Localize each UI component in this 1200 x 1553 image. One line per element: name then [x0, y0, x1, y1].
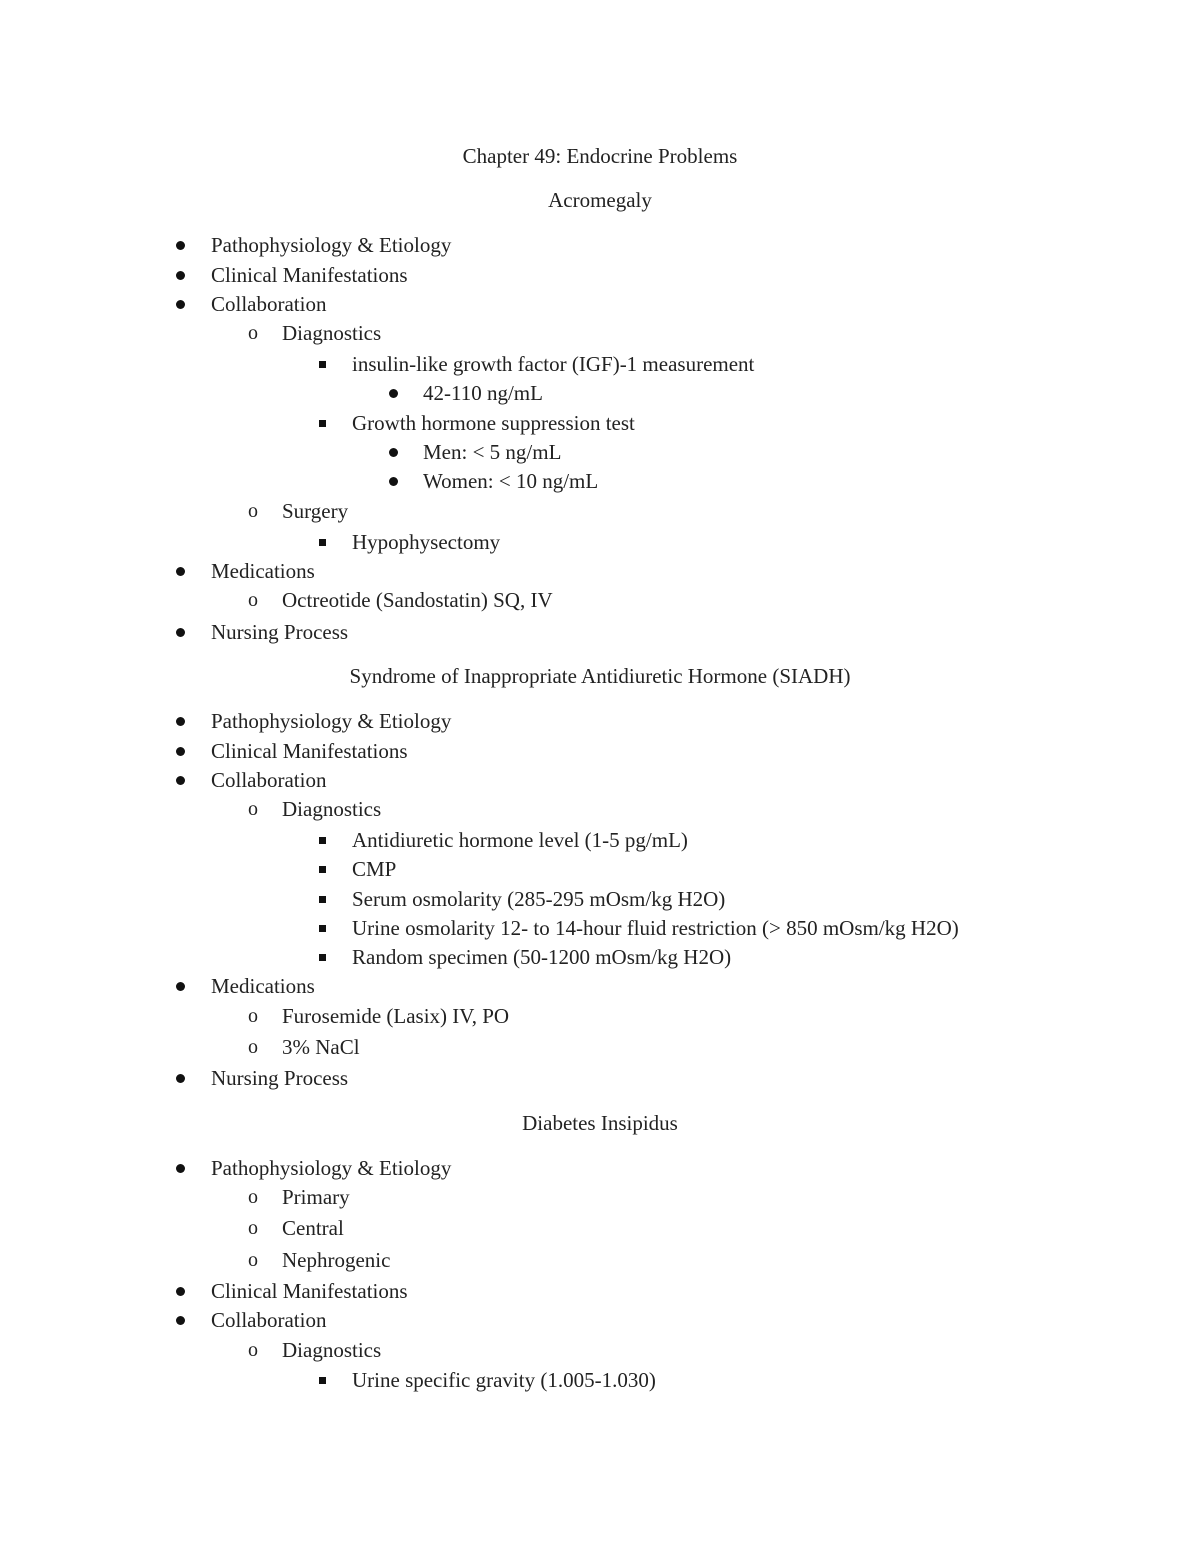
bullet-circle-icon: o [248, 1036, 258, 1058]
bullet-circle-icon: o [248, 1249, 258, 1271]
bullet-dot-icon [176, 717, 185, 726]
list-item-level-2: Nephrogenic [282, 1248, 391, 1272]
bullet-dot-icon [176, 1164, 185, 1173]
list-item-level-3: Urine osmolarity 12- to 14-hour fluid restriction (> 850 mOsm/kg H2O) [352, 916, 959, 940]
list-item-level-3: CMP [352, 857, 397, 881]
bullet-dot-icon [389, 477, 398, 486]
bullet-dot-icon [389, 448, 398, 457]
list-item-level-1: Clinical Manifestations [211, 1279, 408, 1303]
bullet-dot-icon [176, 241, 185, 250]
list-item-level-1: Collaboration [211, 292, 327, 316]
bullet-dot-icon [176, 300, 185, 309]
list-item-level-2: Primary [282, 1185, 350, 1209]
bullet-square-icon [319, 361, 326, 368]
bullet-dot-icon [176, 747, 185, 756]
list-item-level-1: Pathophysiology & Etiology [211, 709, 452, 733]
list-item-level-3: insulin-like growth factor (IGF)-1 measurement [352, 352, 755, 376]
bullet-circle-icon: o [248, 500, 258, 522]
section-heading: Diabetes Insipidus [522, 1111, 678, 1135]
list-item-level-1: Collaboration [211, 768, 327, 792]
bullet-square-icon [319, 837, 326, 844]
bullet-dot-icon [176, 271, 185, 280]
bullet-dot-icon [176, 1287, 185, 1296]
bullet-dot-icon [389, 389, 398, 398]
bullet-square-icon [319, 896, 326, 903]
list-item-level-2: Diagnostics [282, 1338, 382, 1362]
list-item-level-1: Medications [211, 559, 315, 583]
bullet-dot-icon [176, 982, 185, 991]
list-item-level-3: Hypophysectomy [352, 530, 501, 554]
list-item-level-3: Random specimen (50-1200 mOsm/kg H2O) [352, 945, 732, 969]
bullet-dot-icon [176, 1316, 185, 1325]
list-item-level-4: Men: < 5 ng/mL [423, 440, 562, 464]
bullet-dot-icon [176, 567, 185, 576]
bullet-dot-icon [176, 776, 185, 785]
list-item-level-1: Collaboration [211, 1308, 327, 1332]
list-item-level-3: Urine specific gravity (1.005-1.030) [352, 1368, 656, 1392]
bullet-dot-icon [176, 1074, 185, 1083]
bullet-circle-icon: o [248, 1186, 258, 1208]
document-title: Chapter 49: Endocrine Problems [462, 144, 738, 168]
list-item-level-2: Central [282, 1216, 344, 1240]
list-item-level-1: Medications [211, 974, 315, 998]
list-item-level-1: Pathophysiology & Etiology [211, 1156, 452, 1180]
bullet-dot-icon [176, 628, 185, 637]
list-item-level-2: Diagnostics [282, 797, 382, 821]
bullet-square-icon [319, 866, 326, 873]
bullet-circle-icon: o [248, 1339, 258, 1361]
bullet-square-icon [319, 925, 326, 932]
list-item-level-2: Octreotide (Sandostatin) SQ, IV [282, 588, 553, 612]
list-item-level-2: Diagnostics [282, 321, 382, 345]
list-item-level-1: Nursing Process [211, 1066, 349, 1090]
section-heading: Syndrome of Inappropriate Antidiuretic Hormone (SIADH) [349, 664, 851, 688]
list-item-level-1: Clinical Manifestations [211, 739, 408, 763]
bullet-square-icon [319, 420, 326, 427]
bullet-square-icon [319, 1377, 326, 1384]
list-item-level-1: Nursing Process [211, 620, 349, 644]
list-item-level-2: 3% NaCl [282, 1035, 360, 1059]
bullet-circle-icon: o [248, 1005, 258, 1027]
bullet-circle-icon: o [248, 1217, 258, 1239]
list-item-level-1: Pathophysiology & Etiology [211, 233, 452, 257]
list-item-level-2: Surgery [282, 499, 349, 523]
list-item-level-4: 42-110 ng/mL [423, 381, 543, 405]
list-item-level-2: Furosemide (Lasix) IV, PO [282, 1004, 510, 1028]
list-item-level-3: Growth hormone suppression test [352, 411, 635, 435]
bullet-circle-icon: o [248, 589, 258, 611]
list-item-level-4: Women: < 10 ng/mL [423, 469, 599, 493]
section-heading: Acromegaly [548, 188, 652, 212]
list-item-level-1: Clinical Manifestations [211, 263, 408, 287]
bullet-circle-icon: o [248, 322, 258, 344]
bullet-square-icon [319, 539, 326, 546]
list-item-level-3: Serum osmolarity (285-295 mOsm/kg H2O) [352, 887, 726, 911]
list-item-level-3: Antidiuretic hormone level (1-5 pg/mL) [352, 828, 688, 852]
bullet-circle-icon: o [248, 798, 258, 820]
bullet-square-icon [319, 954, 326, 961]
